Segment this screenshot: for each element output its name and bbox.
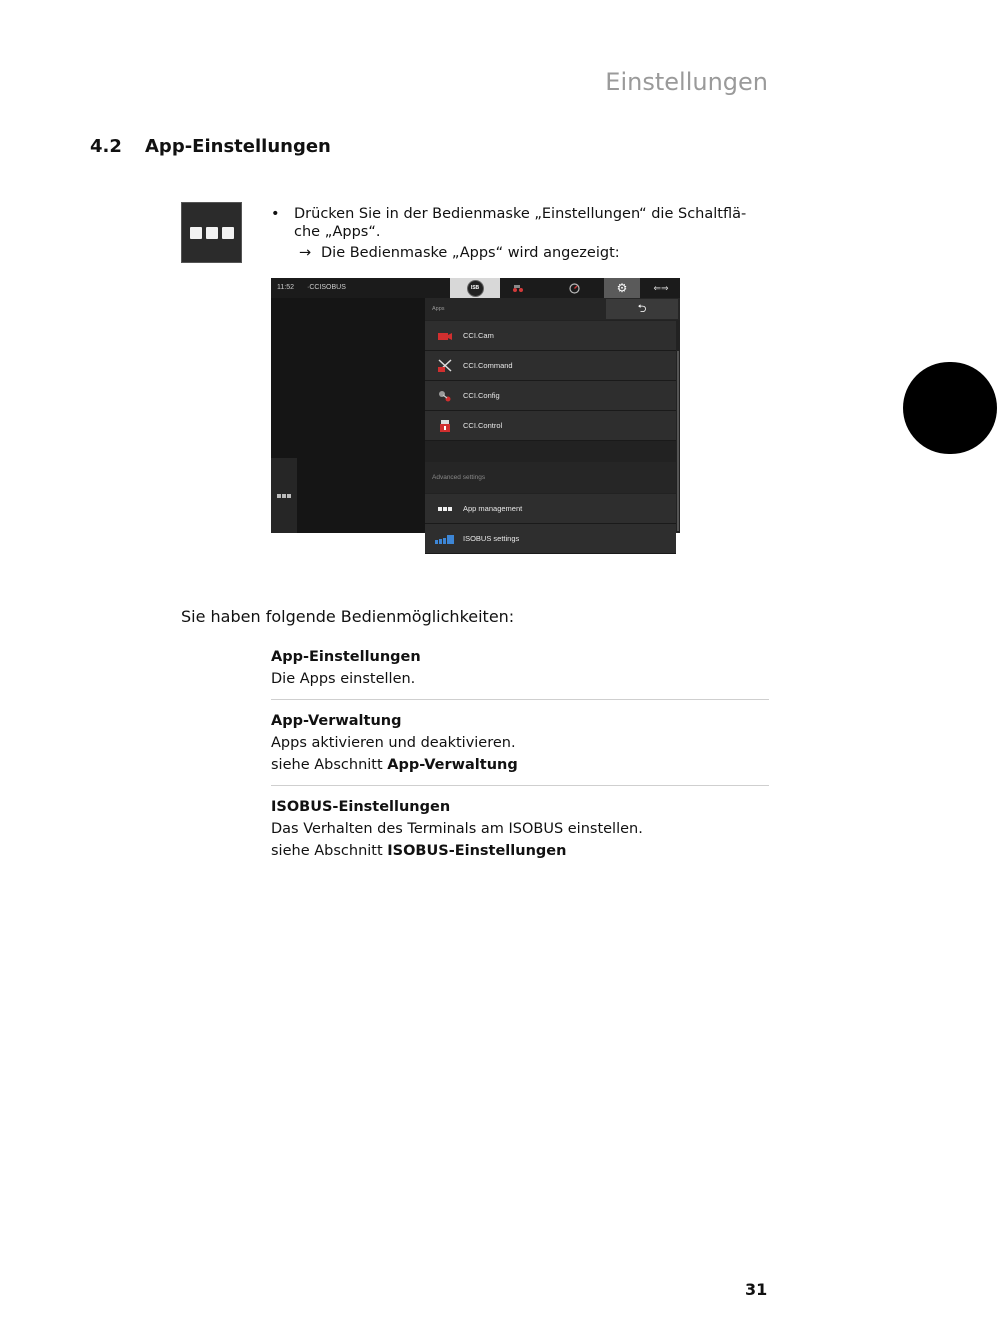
advanced-settings-label: Advanced settings: [432, 474, 486, 481]
apps-panel-title: Apps: [432, 306, 445, 312]
section-title: App-Einstellungen: [145, 136, 331, 157]
option-app-einstellungen: [271, 646, 769, 690]
reference-link[interactable]: ISOBUS-Einstellungen: [387, 843, 567, 859]
reference-link[interactable]: App-Verwaltung: [387, 757, 518, 773]
tab-settings[interactable]: ⚙: [604, 278, 640, 298]
app-square-icon: [277, 494, 281, 498]
result-text: Die Bedienmaske „Apps“ wird angezeigt:: [321, 245, 620, 261]
terminal-top-bar: [271, 278, 680, 298]
app-square-icon: [222, 227, 234, 239]
config-icon: [437, 390, 453, 402]
option-description: Das Verhalten des Terminals am ISOBUS einstellen.: [271, 821, 643, 837]
option-reference: [271, 754, 769, 776]
list-item[interactable]: [425, 524, 676, 554]
option-reference: [271, 840, 769, 862]
option-app-verwaltung: [271, 710, 769, 776]
camera-icon: [437, 330, 453, 342]
tab-gauge[interactable]: [562, 278, 586, 298]
section-number: 4.2: [90, 136, 122, 157]
scrollbar[interactable]: [677, 351, 679, 531]
terminal-brand: ·CCISOBUS: [307, 284, 346, 291]
list-item[interactable]: [425, 494, 676, 524]
apps-button-illustration: [181, 202, 242, 263]
tab-isobus[interactable]: [450, 278, 500, 298]
instruction-text: Drücken Sie in der Bedienmaske „Einstellungen“ die Schaltflä- che „Apps“.: [294, 206, 747, 240]
app-square-icon: [190, 227, 202, 239]
list-item[interactable]: [425, 381, 676, 411]
advanced-settings-header: [425, 462, 676, 493]
reference-prefix: siehe Abschnitt: [271, 757, 388, 773]
list-item[interactable]: [425, 321, 676, 351]
result-arrow-icon: →: [299, 245, 312, 261]
tab-swap[interactable]: ⇐⇒: [653, 282, 669, 293]
gauge-icon: [569, 283, 580, 294]
list-item[interactable]: [425, 411, 676, 441]
chapter-tab-marker: [903, 362, 997, 454]
option-title: App-Verwaltung: [271, 713, 402, 729]
reference-prefix: siehe Abschnitt: [271, 843, 388, 859]
list-item-label: CCI.Cam: [463, 331, 494, 340]
apps-panel: [425, 298, 680, 543]
apps-panel-header: [425, 298, 680, 320]
control-icon: [437, 419, 453, 433]
list-item-label: App management: [463, 504, 523, 513]
option-isobus-einstellungen: [271, 796, 769, 862]
terminal-apps-side-button[interactable]: [271, 458, 297, 533]
divider: [271, 785, 769, 786]
list-item-label: ISOBUS settings: [463, 534, 520, 543]
list-item-label: CCI.Control: [463, 421, 503, 430]
back-button[interactable]: ⮌: [606, 299, 678, 319]
list-item-label: CCI.Config: [463, 391, 500, 400]
instruction-bullet: •: [271, 206, 280, 222]
isobus-icon: ISB: [467, 280, 484, 297]
app-square-icon: [282, 494, 286, 498]
isobus-settings-icon: [435, 533, 455, 545]
page-header-title: Einstellungen: [605, 68, 768, 96]
tab-machine[interactable]: [506, 278, 530, 298]
option-title: App-Einstellungen: [271, 649, 421, 665]
terminal-time: 11:52: [277, 284, 294, 291]
option-description: Die Apps einstellen.: [271, 671, 416, 687]
list-item[interactable]: [425, 351, 676, 381]
intro-text: Sie haben folgende Bedienmöglichkeiten:: [181, 607, 515, 626]
list-item-label: CCI.Command: [463, 361, 513, 370]
option-title: ISOBUS-Einstellungen: [271, 799, 451, 815]
app-square-icon: [206, 227, 218, 239]
terminal-screenshot: [271, 278, 680, 543]
machine-icon: [512, 283, 524, 293]
command-icon: [437, 359, 453, 373]
app-square-icon: [287, 494, 291, 498]
option-description: Apps aktivieren und deaktivieren.: [271, 735, 516, 751]
app-grid-icon: [437, 503, 453, 515]
page-number: 31: [745, 1280, 768, 1299]
divider: [271, 699, 769, 700]
